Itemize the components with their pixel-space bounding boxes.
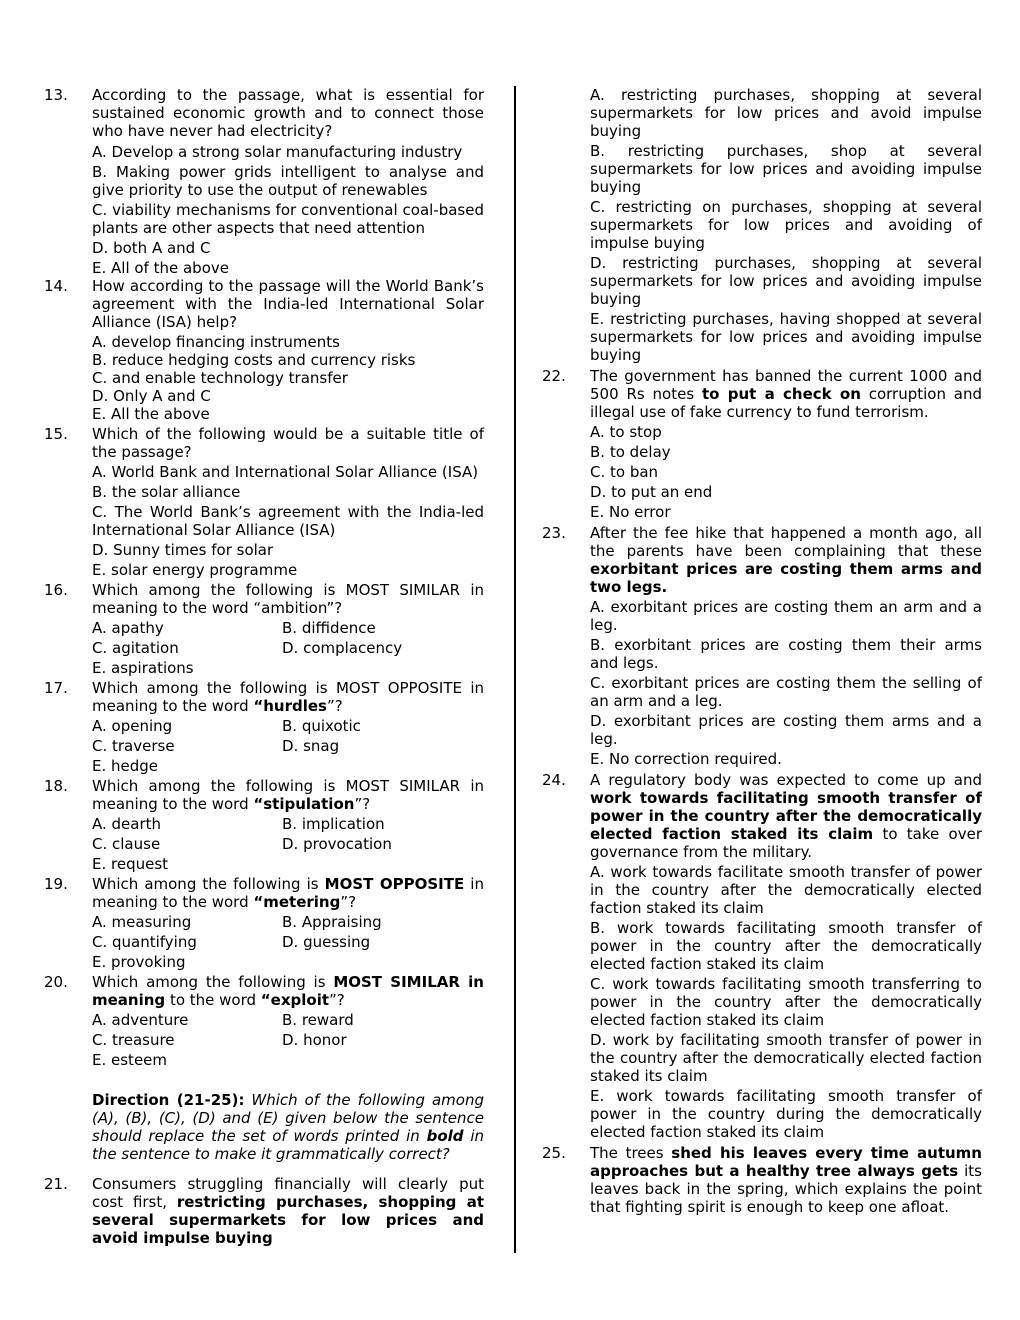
question-stem: The government has banned the current 1000 and 500 Rs notes to put a check on corruption and illegal use of fake currency to fund terrorism.	[590, 367, 983, 421]
question-21-options	[542, 86, 982, 364]
option-d: D. Sunny times for solar	[92, 541, 274, 559]
option-c: C. work towards facilitating smooth transferring to power in the country after the democratically elected faction staked its claim	[590, 975, 982, 1029]
question-number: 18.	[44, 777, 68, 795]
option-d: D. complacency	[282, 639, 403, 657]
option-e: E. No error	[590, 503, 671, 521]
question-stem: A regulatory body was expected to come up and work towards facilitating smooth transfer of power in the country after the democratically elected faction staked its claim to take over governance from the military.	[590, 771, 982, 861]
option-e: E. All the above	[92, 405, 210, 423]
question-number: 24.	[542, 771, 566, 789]
option-d: D. restricting purchases, shopping at several supermarkets for low prices and avoiding impulse buying	[590, 254, 982, 308]
question-16	[44, 581, 484, 679]
question-14	[44, 277, 484, 423]
question-15	[44, 425, 484, 579]
direction-label: Direction (21-25):	[92, 1091, 245, 1109]
option-b: B. implication	[282, 815, 385, 833]
option-b: B. diffidence	[282, 619, 376, 637]
option-b: B. quixotic	[282, 717, 361, 735]
question-stem: Which among the following is MOST OPPOSITE in meaning to the word “metering”?	[92, 875, 484, 911]
option-d: D. work by facilitating smooth transfer of power in the country after the democratically elected faction staked its claim	[590, 1031, 982, 1085]
question-number: 23.	[542, 524, 566, 542]
option-a: A. dearth	[92, 815, 162, 833]
option-e: E. work towards facilitating smooth transfer of power in the country during the democratically elected faction staked its claim	[590, 1087, 982, 1141]
option-e: E. aspirations	[92, 659, 194, 677]
option-b: B. work towards facilitating smooth transfer of power in the country after the democratically elected faction staked its claim	[590, 919, 982, 973]
question-23	[542, 524, 982, 768]
column-divider	[514, 86, 516, 1253]
question-stem: After the fee hike that happened a month ago, all the parents have been complaining that these exorbitant prices are costing them arms and two legs.	[590, 524, 982, 596]
question-number: 16.	[44, 581, 68, 599]
option-e: E. No correction required.	[590, 750, 782, 768]
question-number: 21.	[44, 1175, 68, 1193]
option-c: C. clause	[92, 835, 161, 853]
option-d: D. honor	[282, 1031, 347, 1049]
question-stem: How according to the passage will the World Bank’s agreement with the India-led International Solar Alliance (ISA) help?	[92, 277, 484, 331]
option-d: D. Only A and C	[92, 387, 211, 405]
option-e: E. provoking	[92, 953, 186, 971]
option-a: A. Develop a strong solar manufacturing industry	[92, 143, 463, 161]
question-13	[44, 86, 484, 277]
question-stem: Which among the following is MOST SIMILAR in meaning to the word “exploit”?	[92, 973, 484, 1009]
option-a: A. develop financing instruments	[92, 333, 340, 351]
option-a: A. opening	[92, 717, 173, 735]
option-d: D. guessing	[282, 933, 371, 951]
option-e: E. All of the above	[92, 259, 229, 277]
option-a: A. World Bank and International Solar Alliance (ISA)	[92, 463, 479, 481]
option-c: C. and enable technology transfer	[92, 369, 348, 387]
question-24	[542, 771, 982, 1141]
option-a: A. restricting purchases, shopping at several supermarkets for low prices and avoid impulse buying	[590, 86, 982, 140]
question-number: 25.	[542, 1144, 566, 1162]
question-number: 17.	[44, 679, 68, 697]
option-b: B. Making power grids intelligent to analyse and give priority to use the output of renewables	[92, 163, 484, 199]
option-c: C. restricting on purchases, shopping at several supermarkets for low prices and avoiding of impulse buying	[590, 198, 982, 252]
question-number: 20.	[44, 973, 68, 991]
question-number: 15.	[44, 425, 68, 443]
question-stem: According to the passage, what is essential for sustained economic growth and to connect those who have never had electricity?	[92, 86, 484, 140]
option-c: C. The World Bank’s agreement with the India-led International Solar Alliance (ISA)	[92, 503, 484, 539]
option-d: D. both A and C	[92, 239, 211, 257]
question-19	[44, 875, 484, 973]
option-c: C. agitation	[92, 639, 179, 657]
option-b: B. exorbitant prices are costing them their arms and legs.	[590, 636, 982, 672]
question-stem: Which among the following is MOST SIMILAR in meaning to the word “stipulation”?	[92, 777, 484, 813]
right-column	[542, 86, 982, 1216]
option-c: C. treasure	[92, 1031, 175, 1049]
option-b: B. reduce hedging costs and currency risks	[92, 351, 416, 369]
option-a: A. apathy	[92, 619, 164, 637]
question-25	[542, 1144, 982, 1216]
question-stem: Which of the following would be a suitable title of the passage?	[92, 425, 484, 461]
question-stem: Consumers struggling financially will clearly put cost first, restricting purchases, shopping at several supermarkets for low prices and avoid impulse buying	[92, 1175, 484, 1247]
direction-block: Direction (21-25): Which of the following among (A), (B), (C), (D) and (E) given below the sentence should replace the set of words printed in bold in the sentence to make it grammatically correct?	[92, 1091, 484, 1163]
question-22	[542, 367, 982, 521]
left-column	[44, 86, 484, 1247]
option-d: D. to put an end	[590, 483, 713, 501]
option-a: A. work towards facilitate smooth transfer of power in the country after the democratically elected faction staked its claim	[590, 863, 982, 917]
question-number: 19.	[44, 875, 68, 893]
question-stem: The trees shed his leaves every time autumn approaches but a healthy tree always gets its leaves back in the spring, which explains the point that fighting spirit is enough to keep one afloat.	[590, 1144, 982, 1216]
option-b: B. the solar alliance	[92, 483, 241, 501]
question-17	[44, 679, 484, 777]
option-c: C. exorbitant prices are costing them the selling of an arm and a leg.	[590, 674, 982, 710]
question-number: 22.	[542, 367, 566, 385]
option-c: C. traverse	[92, 737, 175, 755]
option-d: D. snag	[282, 737, 340, 755]
question-stem: Which among the following is MOST OPPOSITE in meaning to the word “hurdles”?	[92, 679, 484, 715]
option-a: A. adventure	[92, 1011, 189, 1029]
question-number: 14.	[44, 277, 68, 295]
option-c: C. quantifying	[92, 933, 197, 951]
option-d: D. exorbitant prices are costing them arms and a leg.	[590, 712, 982, 748]
question-21	[44, 1175, 484, 1247]
option-b: B. Appraising	[282, 913, 382, 931]
question-20	[44, 973, 484, 1071]
option-b: B. reward	[282, 1011, 354, 1029]
option-d: D. provocation	[282, 835, 392, 853]
option-e: E. restricting purchases, having shopped at several supermarkets for low prices and avoiding impulse buying	[590, 310, 982, 364]
question-18	[44, 777, 484, 875]
option-b: B. restricting purchases, shop at several supermarkets for low prices and avoiding impulse buying	[590, 142, 982, 196]
option-a: A. to stop	[590, 423, 662, 441]
option-a: A. exorbitant prices are costing them an arm and a leg.	[590, 598, 982, 634]
question-stem: Which among the following is MOST SIMILAR in meaning to the word “ambition”?	[92, 581, 484, 617]
option-b: B. to delay	[590, 443, 671, 461]
option-c: C. viability mechanisms for conventional coal-based plants are other aspects that need attention	[92, 201, 484, 237]
option-e: E. hedge	[92, 757, 159, 775]
option-e: E. solar energy programme	[92, 561, 298, 579]
option-c: C. to ban	[590, 463, 659, 481]
question-number: 13.	[44, 86, 68, 104]
option-a: A. measuring	[92, 913, 192, 931]
option-e: E. esteem	[92, 1051, 168, 1069]
option-e: E. request	[92, 855, 169, 873]
